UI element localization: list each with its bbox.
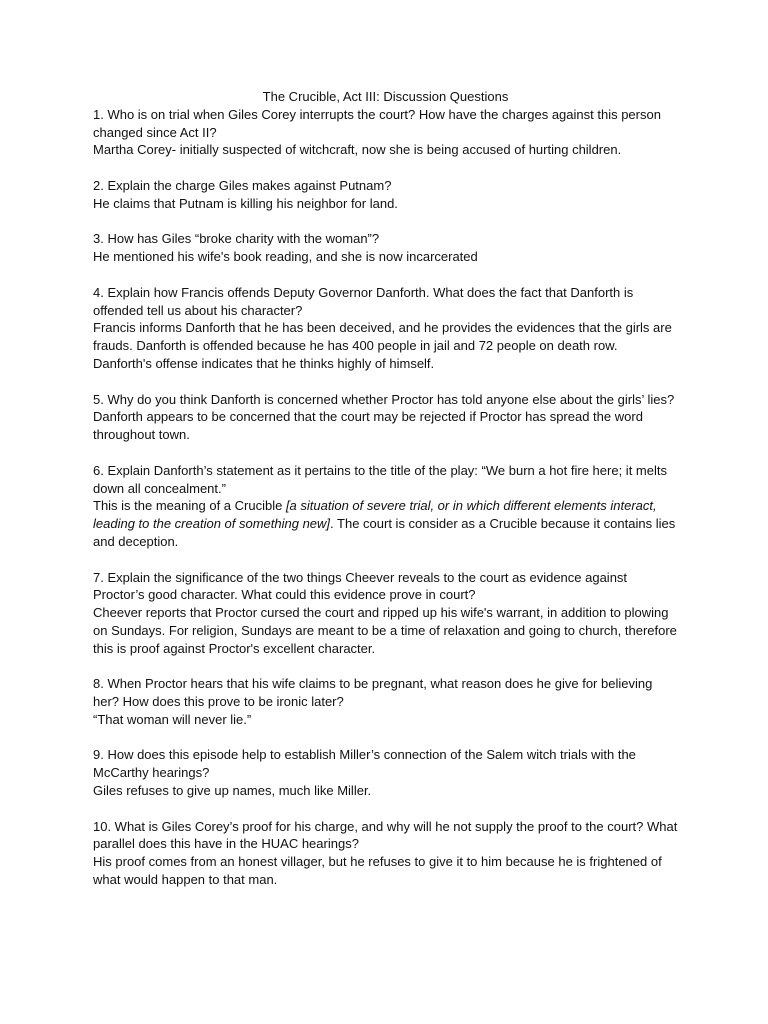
question-text: 4. Explain how Francis offends Deputy Governor Danforth. What does the fact that Danforth is offended tell us about his character? bbox=[93, 284, 634, 318]
answer-text bbox=[93, 497, 678, 550]
qa-item-9 bbox=[93, 746, 678, 799]
qa-item-10 bbox=[93, 818, 678, 889]
answer-text: “That woman will never lie.” bbox=[93, 711, 252, 727]
answer-text: He mentioned his wife's book reading, and she is now incarcerated bbox=[93, 249, 478, 265]
answer-text-lead: This is the meaning of a Crucible bbox=[93, 498, 286, 514]
question-text: 3. How has Giles “broke charity with the woman”? bbox=[93, 231, 380, 247]
question-text: 10. What is Giles Corey’s proof for his charge, and why will he not supply the proof to the court? What parallel does this have in the HUAC hearings? bbox=[93, 818, 678, 852]
qa-item-1 bbox=[93, 106, 678, 159]
qa-item-3 bbox=[93, 230, 678, 266]
qa-item-5 bbox=[93, 391, 678, 444]
answer-text: He claims that Putnam is killing his neighbor for land. bbox=[93, 195, 398, 211]
question-text: 1. Who is on trial when Giles Corey interrupts the court? How have the charges against this person changed since Act II? bbox=[93, 106, 661, 140]
answer-text: Francis informs Danforth that he has been deceived, and he provides the evidences that the girls are frauds. Danforth is offended because he has 400 people in jail and 72 people on death row. Danforth's offense indicates that he thinks highly of himself. bbox=[93, 320, 672, 371]
answer-text: Danforth appears to be concerned that the court may be rejected if Proctor has spread the word throughout town. bbox=[93, 409, 643, 443]
answer-text: Giles refuses to give up names, much like Miller. bbox=[93, 783, 372, 799]
qa-item-4 bbox=[93, 284, 678, 373]
document-title: The Crucible, Act III: Discussion Questions bbox=[262, 89, 509, 104]
qa-item-7 bbox=[93, 569, 678, 658]
qa-item-6 bbox=[93, 462, 678, 551]
answer-text: Martha Corey- initially suspected of witchcraft, now she is being accused of hurting children. bbox=[93, 142, 622, 158]
qa-item-8 bbox=[93, 675, 678, 728]
question-text: 8. When Proctor hears that his wife claims to be pregnant, what reason does he give for believing her? How does this prove to be ironic later? bbox=[93, 676, 653, 710]
question-text: 9. How does this episode help to establish Miller’s connection of the Salem witch trials with the McCarthy hearings? bbox=[93, 747, 636, 781]
question-text: 2. Explain the charge Giles makes against Putnam? bbox=[93, 177, 392, 193]
question-text: 7. Explain the significance of the two things Cheever reveals to the court as evidence against Proctor’s good character. What could this evidence prove in court? bbox=[93, 569, 628, 603]
document-page bbox=[93, 88, 678, 907]
qa-item-2 bbox=[93, 177, 678, 213]
question-text: 6. Explain Danforth’s statement as it pertains to the title of the play: “We burn a hot fire here; it melts down all concealment.” bbox=[93, 462, 667, 496]
answer-text: His proof comes from an honest villager, but he refuses to give it to him because he is frightened of what would happen to that man. bbox=[93, 854, 662, 888]
answer-text-tail: . The court is consider as a Crucible because it contains lies and deception. bbox=[93, 516, 676, 549]
crucible-definition: [a situation of severe trial, or in which different elements interact, leading to the creation of something new] bbox=[93, 498, 657, 532]
question-text: 5. Why do you think Danforth is concerned whether Proctor has told anyone else about the girls’ lies? bbox=[93, 391, 675, 407]
answer-text: Cheever reports that Proctor cursed the court and ripped up his wife's warrant, in addition to plowing on Sundays. For religion, Sundays are meant to be a time of relaxation and going to church, therefore this is proof against Proctor's excellent character. bbox=[93, 605, 677, 656]
